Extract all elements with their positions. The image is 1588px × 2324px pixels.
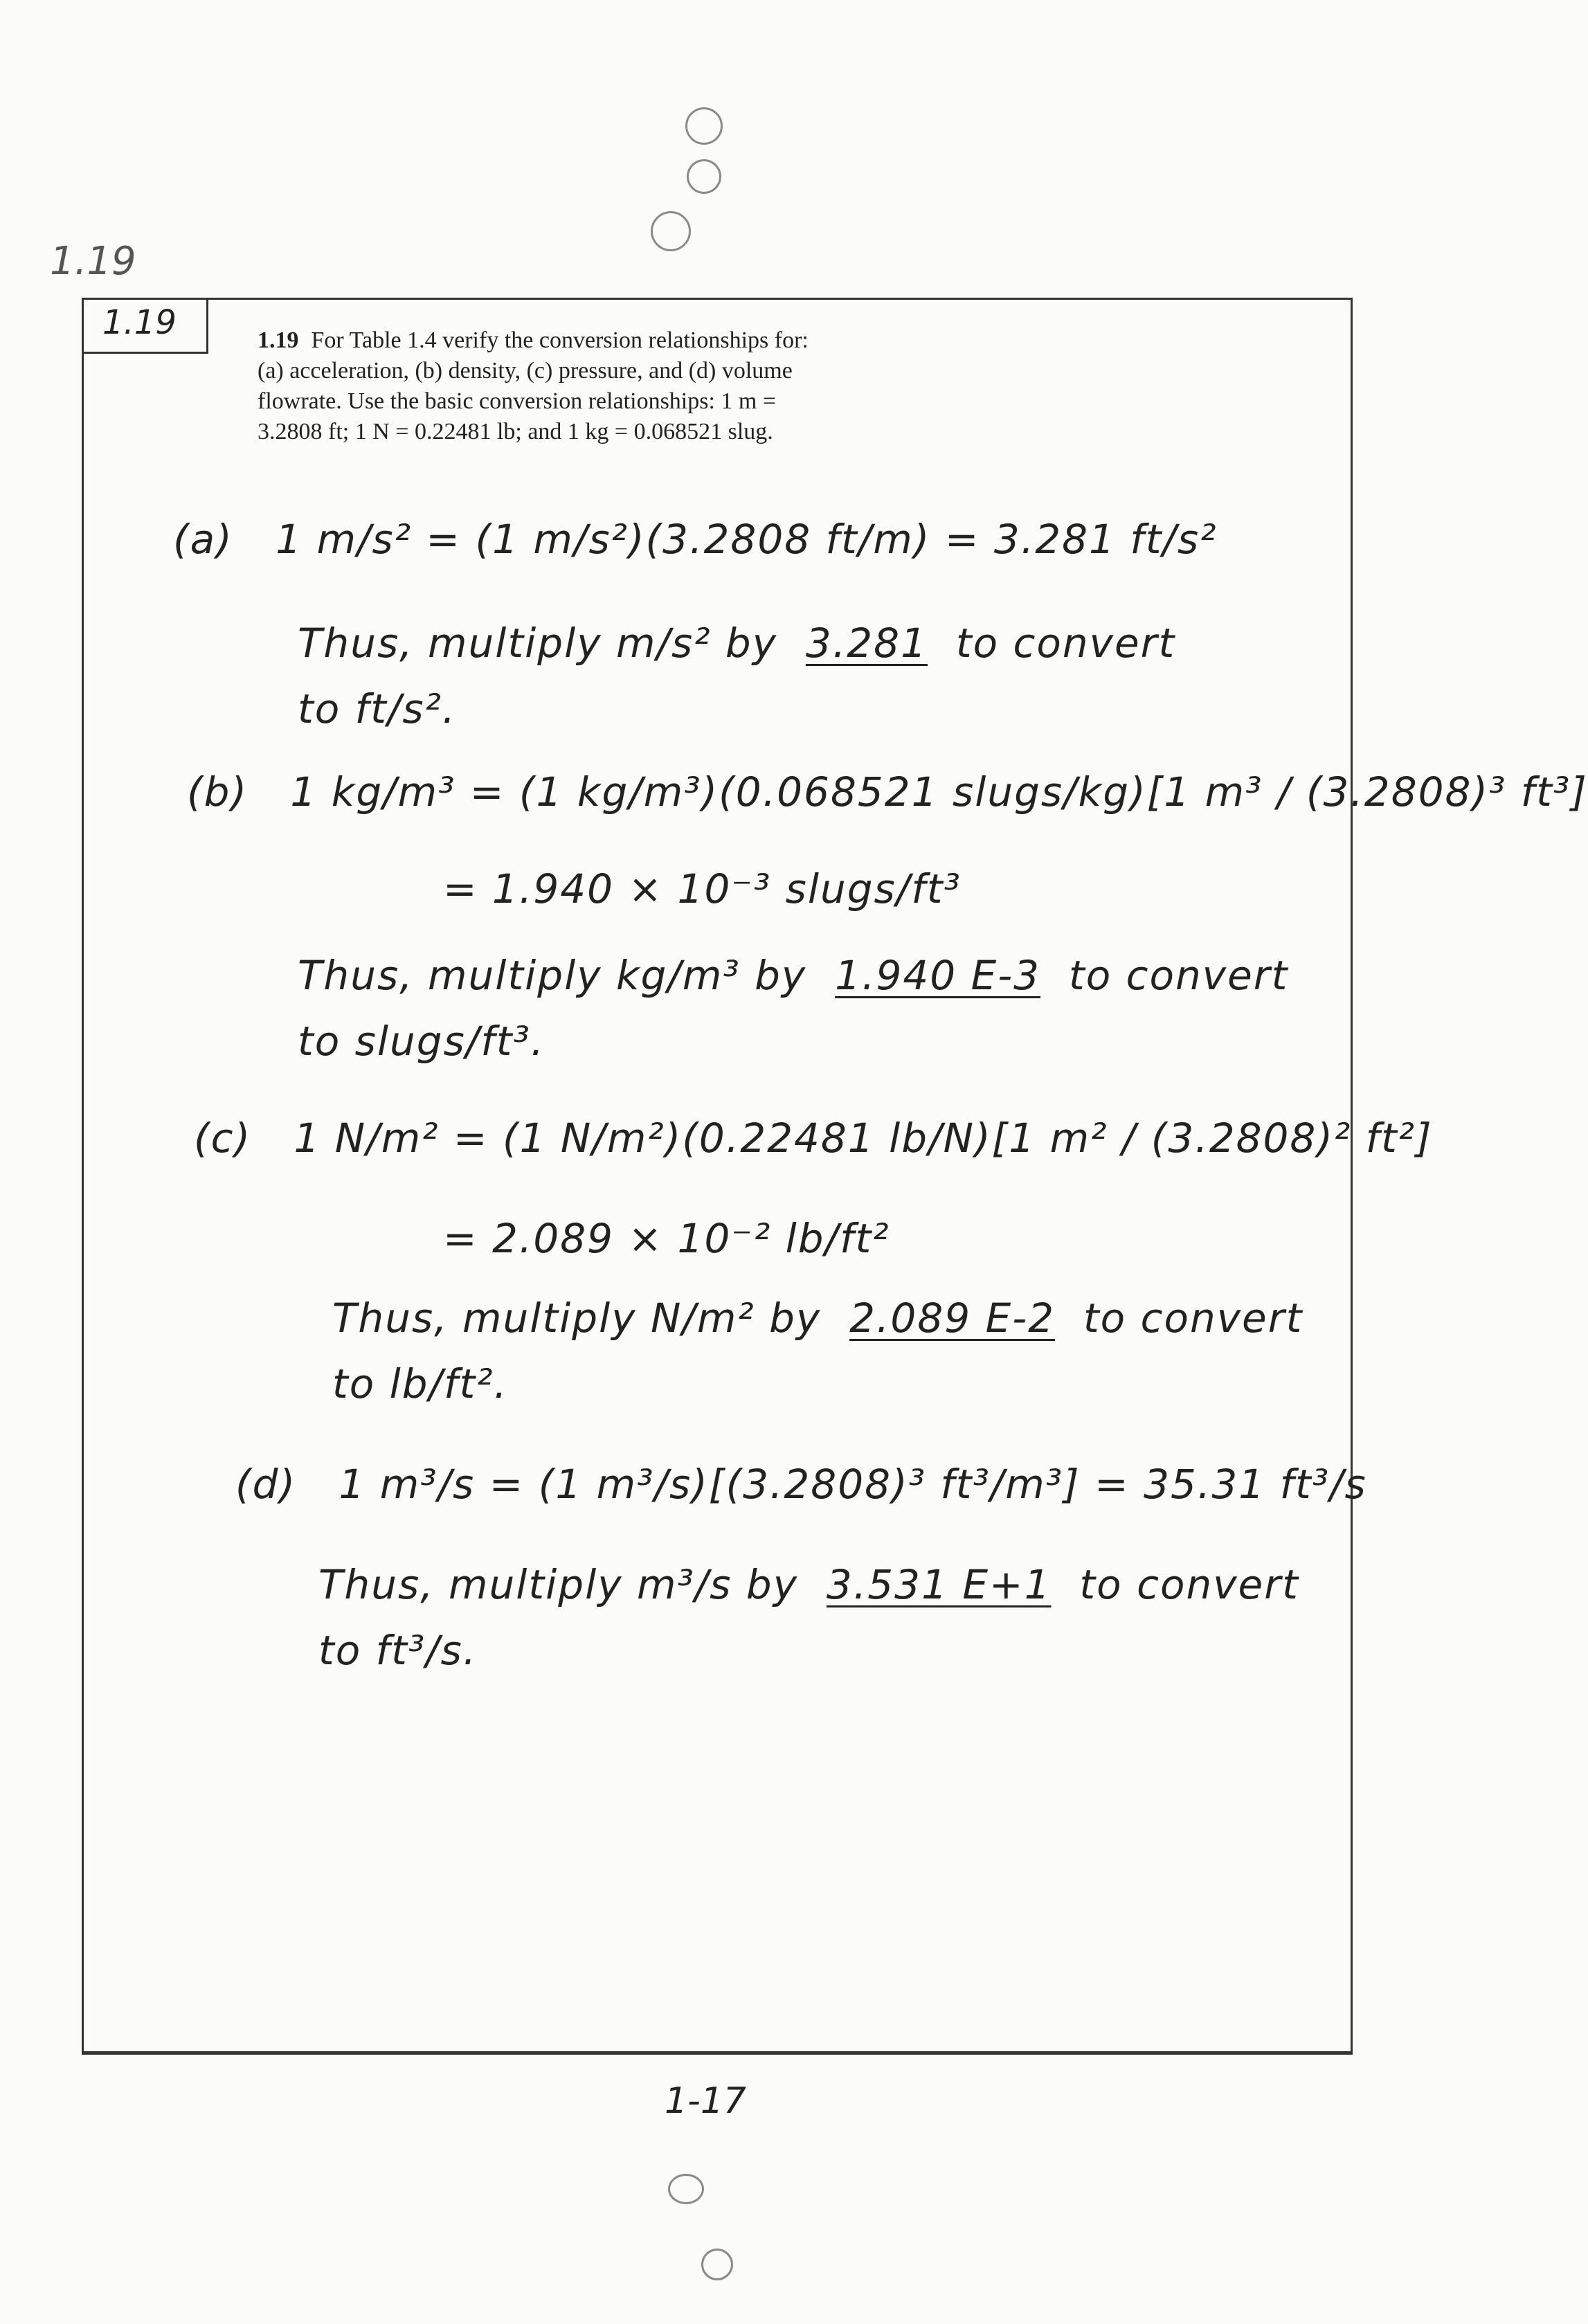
part-c-result: = 2.089 × 10⁻² lb/ft² xyxy=(443,1215,890,1262)
punch-hole-bottom-2 xyxy=(701,2249,733,2280)
problem-tag-label: 1.19 xyxy=(102,303,177,342)
part-b-result: = 1.940 × 10⁻³ slugs/ft³ xyxy=(443,865,962,912)
part-d-equation: 1 m³/s = (1 m³/s)[(3.2808)³ ft³/m³] = 35.31 ft³/s xyxy=(339,1461,1367,1508)
part-a-line xyxy=(173,516,1218,563)
part-d-to-convert: to convert xyxy=(1079,1561,1299,1608)
side-problem-mark: 1.19 xyxy=(50,239,136,284)
part-b-conclusion-2: to slugs/ft³. xyxy=(298,1018,545,1065)
part-d-label: (d) xyxy=(235,1461,297,1508)
part-b-equation: 1 kg/m³ = (1 kg/m³)(0.068521 slugs/kg)[1 m³ / (3.2808)³ ft³] xyxy=(290,768,1588,816)
part-d-conclusion-2: to ft³/s. xyxy=(318,1627,478,1674)
part-d-line xyxy=(235,1461,1367,1508)
part-b-thus: Thus, multiply kg/m³ by xyxy=(298,952,807,999)
part-b-line xyxy=(187,768,1588,816)
part-c-to-convert: to convert xyxy=(1083,1295,1303,1342)
part-b-to-convert: to convert xyxy=(1068,952,1289,999)
part-b-factor: 1.940 E-3 xyxy=(835,952,1041,999)
part-b-label: (b) xyxy=(187,768,249,816)
punch-hole-top-3 xyxy=(651,211,691,251)
part-a-factor: 3.281 xyxy=(805,620,928,667)
part-a-thus: Thus, multiply m/s² by xyxy=(298,620,778,667)
part-c-label: (c) xyxy=(194,1115,252,1162)
part-a-conclusion xyxy=(298,620,1175,667)
part-d-conclusion xyxy=(318,1561,1299,1608)
part-c-line xyxy=(194,1115,1433,1162)
punch-hole-bottom-1 xyxy=(668,2174,704,2204)
part-a-equation: 1 m/s² = (1 m/s²)(3.2808 ft/m) = 3.281 ft/s² xyxy=(276,516,1218,563)
part-c-conclusion-2: to lb/ft². xyxy=(332,1360,508,1407)
part-c-factor: 2.089 E-2 xyxy=(849,1295,1056,1342)
punch-hole-top-1 xyxy=(685,107,723,145)
punch-hole-top-2 xyxy=(687,159,721,194)
part-a-conclusion-2: to ft/s². xyxy=(298,685,457,732)
problem-number: 1.19 xyxy=(258,327,299,353)
part-d-factor: 3.531 E+1 xyxy=(826,1561,1052,1608)
problem-text: For Table 1.4 verify the conversion relationships for: (a) acceleration, (b) density, (c) pressure, and (d) volume flowrate. Use the basic conversion relationships: 1 m = 3.2808 ft; 1 N = 0.22481 lb; and 1 kg = 0.068521 slug. xyxy=(258,327,809,444)
part-b-conclusion xyxy=(298,952,1288,999)
part-d-thus: Thus, multiply m³/s by xyxy=(318,1561,799,1608)
problem-tag-box xyxy=(82,298,208,354)
part-c-equation: 1 N/m² = (1 N/m²)(0.22481 lb/N)[1 m² / (3.2808)² ft²] xyxy=(294,1115,1433,1162)
part-c-conclusion xyxy=(332,1295,1303,1342)
problem-statement xyxy=(258,325,811,447)
part-a-label: (a) xyxy=(173,516,233,563)
part-a-to-convert: to convert xyxy=(955,620,1176,667)
part-c-thus: Thus, multiply N/m² by xyxy=(332,1295,822,1342)
page-number: 1-17 xyxy=(665,2080,747,2122)
